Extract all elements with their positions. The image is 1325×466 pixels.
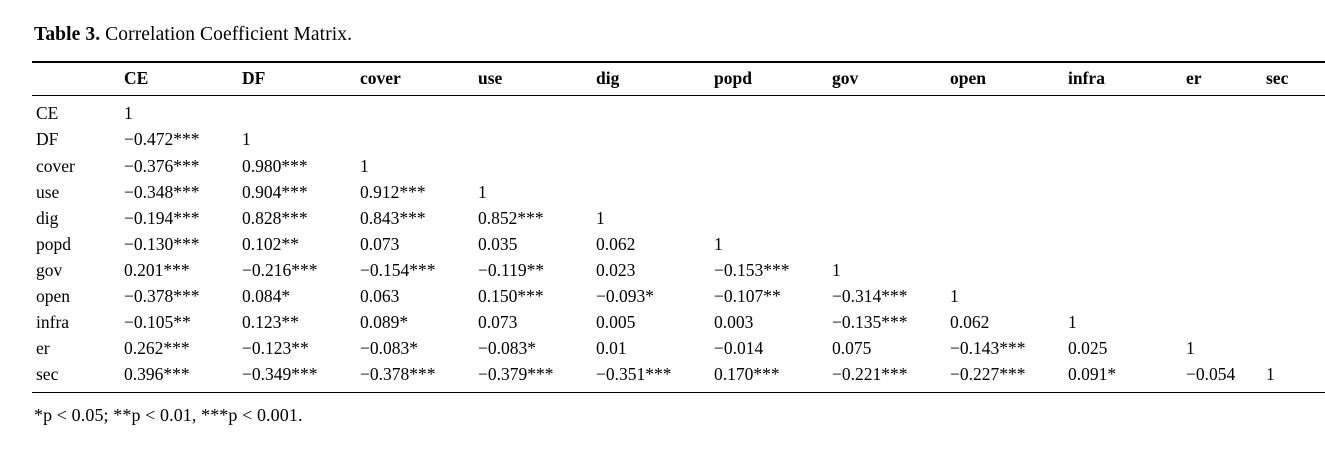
cell [828,205,946,231]
cell [710,96,828,127]
table-row [32,96,1325,127]
cell [356,96,474,127]
cell [1262,127,1325,153]
table-body [32,96,1325,393]
cell [1182,284,1262,310]
cell: −0.378*** [124,286,200,306]
cell: −0.349*** [238,362,356,393]
cell [1182,96,1262,127]
table-row [32,310,1325,336]
cell: −0.194*** [124,207,200,228]
table-footnote: *p < 0.05; **p < 0.01, ***p < 0.001. [34,405,303,426]
cell [1262,336,1325,362]
cell: −0.135*** [832,312,908,333]
cell [1182,205,1262,231]
cell [1262,153,1325,179]
cell: 0.075 [832,338,872,359]
cell: −0.014 [714,338,764,359]
row-header-use: use [36,181,60,202]
row-header-sec: sec [32,362,120,393]
table-caption [34,22,1293,47]
cell: 1 [832,259,841,280]
cell: 0.843*** [360,207,426,228]
cell: 0.084* [242,286,291,306]
cell: 0.062 [950,312,990,333]
table-row [32,284,1325,310]
column-header-open: open [946,62,1064,96]
table-header [32,62,1325,96]
cell: −0.083* [478,338,536,359]
column-header-cover: cover [356,62,474,96]
cell: 1 [478,181,487,202]
cell: −0.143*** [950,338,1026,359]
column-header-sec: sec [1262,62,1325,96]
cell: 1 [360,155,369,176]
cell: −0.379*** [474,362,592,393]
cell [946,153,1064,179]
cell: 1 [124,103,133,124]
column-header-infra: infra [1064,62,1182,96]
cell [710,153,828,179]
cell: 1 [596,207,605,228]
table-caption-text: Correlation Coefficient Matrix. [100,24,353,45]
table-row [32,336,1325,362]
cell: 0.150*** [478,286,544,306]
cell: −0.123** [242,338,309,359]
table-row [32,153,1325,179]
cell [1182,127,1262,153]
cell [828,96,946,127]
cell [1262,205,1325,231]
cell: 0.980*** [242,155,308,176]
cell: 0.201*** [124,259,190,280]
column-header-use: use [474,62,592,96]
cell: 0.005 [596,312,636,333]
cell [710,179,828,205]
cell [474,127,592,153]
cell [1182,179,1262,205]
cell [238,96,356,127]
table-row [32,231,1325,257]
row-header-popd: popd [36,233,71,254]
cell: −0.054 [1182,362,1262,393]
cell [1064,231,1182,257]
cell [1064,257,1182,283]
cell [1064,179,1182,205]
cell: 0.170*** [710,362,828,393]
table-caption-label: Table 3. [34,24,101,45]
table-row [32,362,1325,393]
cell: 0.396*** [120,362,238,393]
cell: 1 [1068,312,1077,333]
cell: −0.107** [714,286,781,306]
cell: −0.153*** [714,259,790,280]
cell: 0.828*** [242,207,308,228]
cell: 0.073 [360,233,400,254]
cell: 1 [1262,362,1325,393]
cell: −0.119** [478,259,545,280]
cell [946,127,1064,153]
correlation-matrix-table [32,61,1325,393]
column-header-df: DF [238,62,356,96]
cell [1064,127,1182,153]
cell: 0.091* [1064,362,1182,393]
cell [592,96,710,127]
row-header-dig: dig [36,207,59,228]
cell: −0.154*** [360,259,436,280]
cell [946,231,1064,257]
cell: 0.262*** [124,338,190,359]
cell: 1 [1186,338,1195,359]
cell [592,127,710,153]
cell: −0.314*** [832,286,908,306]
cell [1262,310,1325,336]
cell [828,127,946,153]
cell: 1 [950,286,959,306]
cell: −0.221*** [828,362,946,393]
row-header-infra: infra [36,312,70,333]
cell: 0.025 [1068,338,1108,359]
cell: 0.102** [242,233,299,254]
cell [1262,96,1325,127]
row-header-gov: gov [36,259,63,280]
cell: −0.376*** [124,155,200,176]
column-header-corner [32,62,120,96]
cell [1182,257,1262,283]
row-header-open: open [36,286,71,306]
cell: 0.852*** [478,207,544,228]
table-row [32,257,1325,283]
cell: −0.378*** [356,362,474,393]
cell [1262,179,1325,205]
cell: −0.348*** [124,181,200,202]
cell: 0.063 [360,286,400,306]
cell: 0.035 [478,233,518,254]
cell [828,153,946,179]
cell [946,96,1064,127]
cell [828,179,946,205]
cell [828,231,946,257]
cell [1262,284,1325,310]
cell: 0.062 [596,233,636,254]
cell: −0.105** [124,312,191,333]
column-header-ce: CE [120,62,238,96]
cell: 0.023 [596,259,636,280]
cell: −0.216*** [242,259,318,280]
row-header-cover: cover [36,155,75,176]
cell [946,257,1064,283]
cell [710,127,828,153]
cell [1064,153,1182,179]
cell [946,179,1064,205]
cell: −0.351*** [592,362,710,393]
row-header-er: er [36,338,50,359]
cell: 0.01 [596,338,627,359]
cell: −0.083* [360,338,418,359]
cell [592,153,710,179]
cell [710,205,828,231]
cell: 0.123** [242,312,299,333]
cell: 0.003 [714,312,754,333]
cell [1182,231,1262,257]
cell: 0.073 [478,312,518,333]
table-row [32,127,1325,153]
cell [1182,310,1262,336]
cell: 1 [242,129,251,150]
column-header-gov: gov [828,62,946,96]
row-header-ce: CE [36,103,59,124]
table-header-row [32,62,1325,96]
cell: 0.912*** [360,181,426,202]
cell [356,127,474,153]
column-header-popd: popd [710,62,828,96]
cell: −0.093* [596,286,654,306]
cell: −0.130*** [124,233,200,254]
row-header-df: DF [36,129,59,150]
cell: 1 [714,233,723,254]
table-row [32,179,1325,205]
cell: 0.904*** [242,181,308,202]
cell: −0.227*** [946,362,1064,393]
cell [1262,257,1325,283]
cell: 0.089* [360,312,409,333]
cell [474,153,592,179]
table-row [32,205,1325,231]
cell [1064,284,1182,310]
cell: −0.472*** [124,129,200,150]
cell [946,205,1064,231]
cell [1064,205,1182,231]
cell [474,96,592,127]
cell [1064,96,1182,127]
cell [592,179,710,205]
cell [1262,231,1325,257]
column-header-er: er [1182,62,1262,96]
column-header-dig: dig [592,62,710,96]
cell [1182,153,1262,179]
